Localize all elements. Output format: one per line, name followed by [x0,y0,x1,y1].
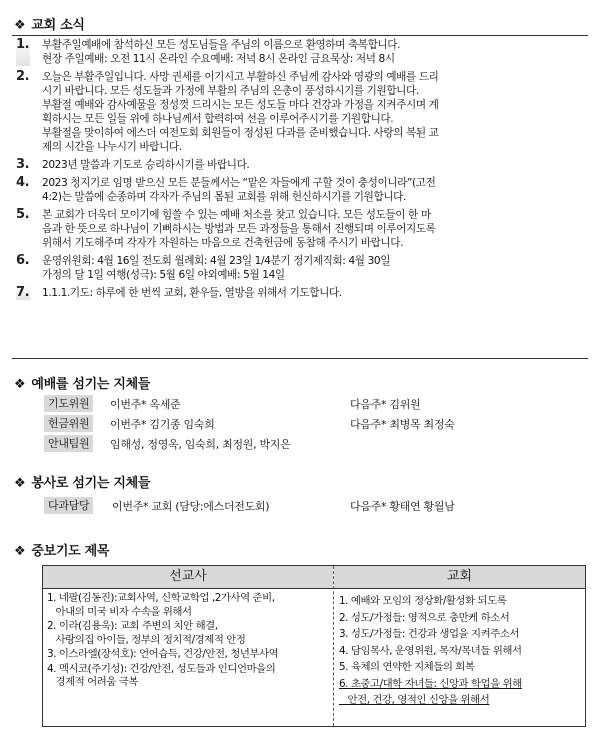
news-list [16,37,587,300]
church-prayer-line [339,612,583,626]
worship-section-title [14,373,150,392]
news-item [16,253,587,282]
church-prayer-line [339,645,583,659]
news-item-number: 4. [16,175,30,190]
news-item-number: 7. [16,285,30,300]
worship-title-text: 예배를 섬기는 지체들 [31,377,151,392]
diamond-bullet-icon: ❖ [14,377,26,392]
missionary-prayer-line: 2. 이라(김용욱): 교회 주변의 치안 해결, [47,620,218,632]
prayer-section-title [14,540,109,559]
church-prayer-text: 2. 성도/가정들: 영적으로 충만케 하소서 [339,611,510,624]
news-item-number: 3. [16,157,30,172]
news-section-title [14,14,85,33]
role-label: 다과담당 [44,497,93,514]
news-item-line: 오늘은 부활주일입니다. 사망 권세를 이기시고 부활하신 주님께 감사와 영광의 예배를 드리 [42,71,439,83]
diamond-bullet-icon: ❖ [14,18,26,33]
role-row [44,434,584,454]
next-week-names: 다음주* 최병목 최정숙 [350,418,455,431]
role-row [44,394,584,414]
missionary-prayer-line: 1. 네팔(김동진):교회사역, 신학교학업 ,2가사역 준비, [47,592,275,604]
missionary-prayer-line: 경제적 어려움 극복 [47,676,138,688]
news-item [16,175,587,204]
news-item-line: 부활절을 맞이하여 에스더 여전도회 회원들이 정성된 다과를 준비했습니다. 사랑의 복된 교 [42,127,439,139]
diamond-bullet-icon: ❖ [14,476,26,491]
role-label: 안내팀원 [44,435,93,452]
divider [12,35,588,36]
service-section-title [14,472,150,491]
news-item-line: 4:2)는 말씀에 순종하며 각자가 주님의 몸된 교회를 위해 헌신하시기를 기원합니다. [42,191,406,203]
news-item-line: 2023 청지기로 임명 받으신 모든 분들께서는 “맡은 자들에게 구할 것이 충성이니라”(고전 [42,177,436,189]
news-item-line: 2023년 말씀과 기도로 승리하시기를 바랍니다. [42,159,250,171]
news-item-line: 부활절 예배와 감사예물을 정성껏 드리시는 모든 성도들 마다 건강과 가정을 지켜주시며 계 [42,99,439,111]
news-item-line: 1.1.1.기도: 하루에 한 번씩 교회, 환우들, 열방을 위해서 기도합니다. [42,287,342,299]
church-prayer-text: 6. 초중고/대학 자녀들: 신앙과 학업을 위해 [339,677,522,690]
news-item-line: 제의 시간을 나누시기 바랍니다. [42,141,182,153]
missionary-prayer-line: 3. 이스라엘(장석호): 언어습득, 건강/안전, 청년부사역 [47,648,279,660]
church-prayer-line [339,694,583,708]
divider [12,358,588,359]
news-item-line: 부활주일예배에 참석하신 모든 성도님들을 주님의 이름으로 환영하며 축복합니다. [42,39,401,51]
news-title-text: 교회 소식 [31,18,85,33]
this-week-names: 이번주* 교회 (담당:에스더전도회) [112,500,270,513]
news-item-number: 5. [16,207,30,222]
church-list [339,592,583,708]
news-item-number: 2. [16,69,30,84]
church-prayer-line [339,661,583,675]
church-header: 교회 [334,566,585,589]
missionary-list [47,592,329,690]
news-item-number: 6. [16,253,30,268]
news-item-line: 현장 주일예배: 오전 11시 온라인 수요예배: 저녁 8시 온라인 금요묵상: 저녁 8시 [42,53,395,65]
missionary-prayer-line: 사랑의집 아이들, 정부의 정치적/경제적 안정 [47,633,246,646]
this-week-names: 이번주* 옥세준 [110,398,181,411]
prayer-table [42,565,586,727]
church-prayer-text: 1. 예배와 모임의 정상화/활성화 되도록 [339,595,507,607]
this-week-names: 임해성, 정영옥, 임숙희, 최정원, 박지은 [110,438,291,451]
next-week-names: 다음주* 김위원 [350,398,421,411]
this-week-names: 이번주* 김기종 임숙희 [110,418,215,431]
column-divider [333,566,334,726]
missionary-header: 선교사 [43,566,333,589]
news-item-line: 본 교회가 더욱더 모이기에 힘쓸 수 있는 예배 처소를 찾고 있습니다. 모든 성도들이 한 마 [42,209,431,221]
news-item [16,69,587,154]
service-rows [44,496,584,516]
missionary-prayer-line: 아내의 미국 비자 수속을 위해서 [47,605,192,618]
news-item [16,207,587,250]
news-item [16,157,587,172]
church-prayer-line [339,628,583,642]
role-label: 기도위원 [44,395,93,412]
role-row [44,414,584,434]
news-item-line: 가정의 달 1일 여행(성극): 5월 6일 야외예배: 5월 14일 [42,269,285,281]
news-item [16,285,587,300]
news-item-number: 1. [16,38,30,66]
church-prayer-text: 3. 성도/가정들: 건강과 생업을 지켜주소서 [339,628,519,640]
news-item-line: 음과 한 뜻으로 하나님이 기뻐하시는 방법과 모든 과정들을 통해서 진행되며 이루어지도록 [42,223,436,235]
role-row [44,496,584,516]
news-item [16,37,587,66]
church-prayer-text: 4. 담임목사, 운영위원, 목자/목녀들 위해서 [339,644,522,657]
diamond-bullet-icon: ❖ [14,544,26,559]
next-week-names: 다음주* 황태연 황월남 [350,500,455,513]
church-prayer-line [339,595,583,609]
church-prayer-text: 5. 육체의 연약한 지체들의 회복 [339,661,475,673]
news-item-line: 위해서 기도해주며 각자가 자원하는 마음으로 건축헌금에 동참해 주시기 바랍니다. [42,237,404,249]
church-prayer-line [339,678,583,692]
role-label: 헌금위원 [44,415,93,432]
church-prayer-text: 안전, 건강, 영적인 신앙을 위해서 [339,694,490,706]
service-title-text: 봉사로 섬기는 지체들 [31,476,151,491]
news-item-line: 획하시는 모든 일들 위에 하나님께서 합력하여 선을 이루어주시기를 기원합니다. [42,113,394,125]
news-item-line: 시기 바랍니다. 모든 성도들과 가정에 부활의 주님의 은총이 풍성하시기를 기원합니다. [42,85,419,97]
worship-rows [44,394,584,454]
missionary-prayer-line: 4. 멕시코(주기성): 건강/안전, 성도들과 인디언마을의 [47,662,276,675]
prayer-title-text: 중보기도 제목 [31,544,110,559]
news-item-line: 운영위원회: 4월 16일 전도회 월례회: 4월 23일 1/4분기 정기제직회: 4월 30일 [42,255,391,267]
